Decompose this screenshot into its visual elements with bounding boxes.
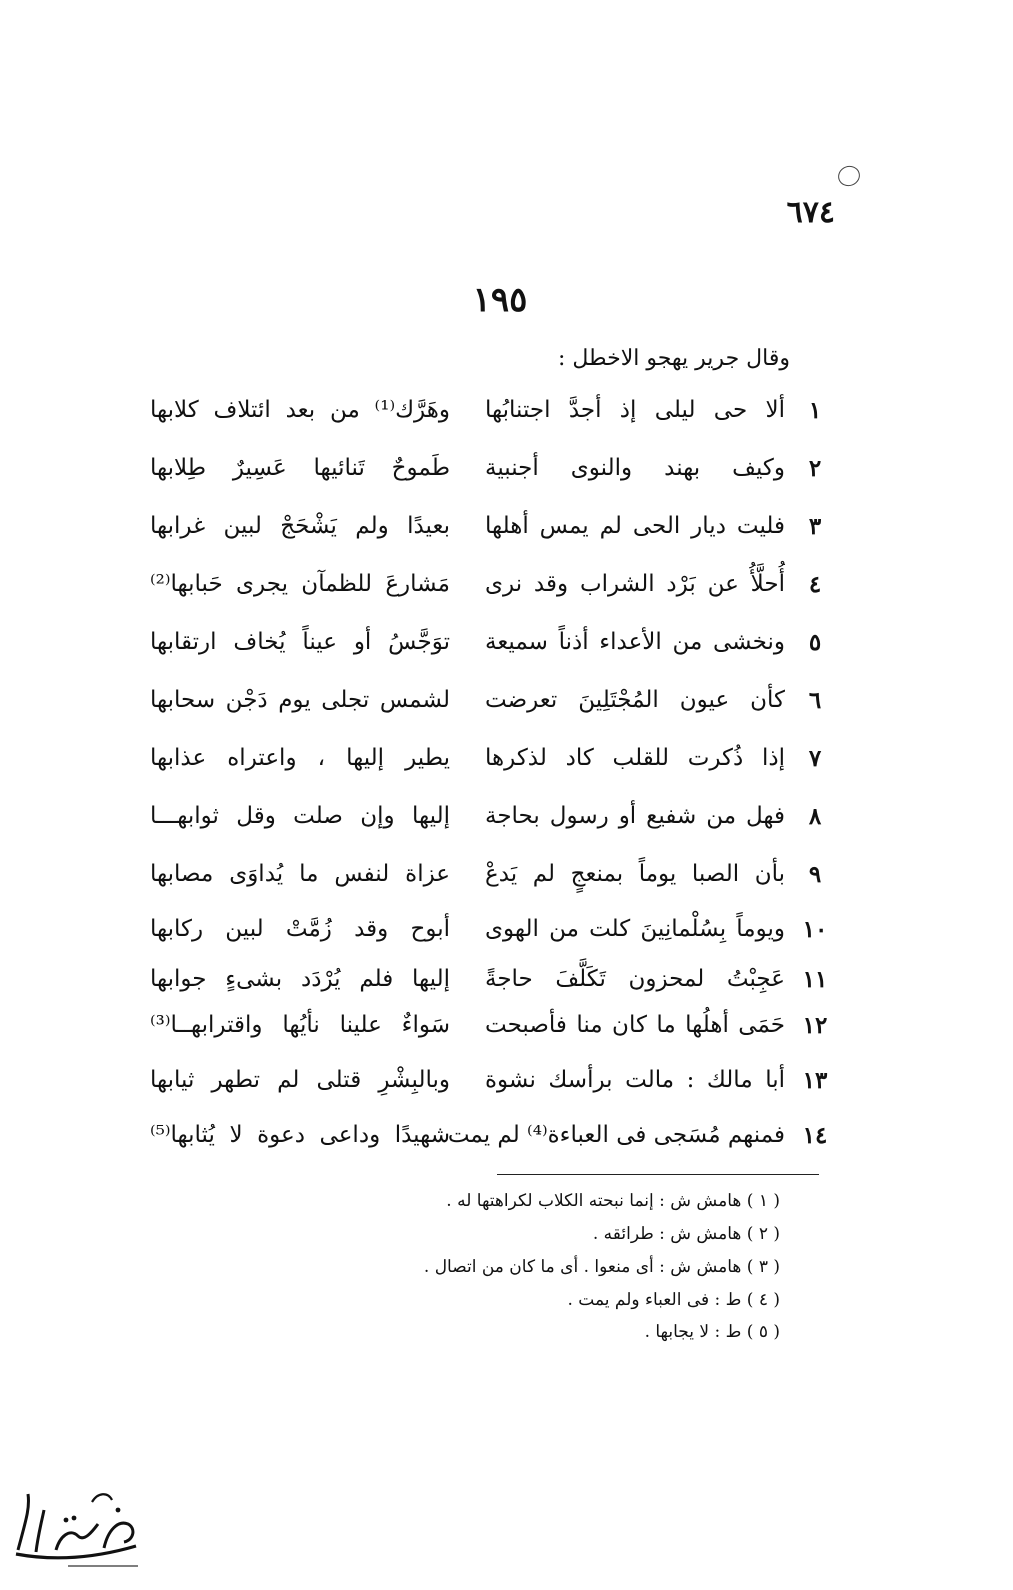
verse-first-hemistich: حَمَى أهلُها ما كان منا فأصبحت <box>485 1012 785 1038</box>
verse-second-hemistich: لشمس تجلى يوم دَجْن سحابها <box>150 687 450 713</box>
footnote: ( ١ ) هامش ش : إنما نبحته الكلاب لكراهتها له . <box>446 1191 780 1211</box>
footnote: ( ٢ ) هامش ش : طرائقه . <box>592 1224 780 1244</box>
verse-number: ١١ <box>802 966 828 993</box>
verse-first-hemistich: ونخشى من الأعداء أذناً سميعة <box>485 629 785 655</box>
calligraphy-logo <box>8 1480 148 1570</box>
verse-number: ١٠ <box>802 916 828 943</box>
verse-number: ٢ <box>808 455 822 482</box>
verse-number: ٦ <box>808 687 822 714</box>
verse-number: ١٣ <box>802 1067 828 1094</box>
footnote: ( ٣ ) هامش ش : أى منعوا . أى ما كان من اتصال . <box>423 1257 780 1277</box>
verse-second-hemistich: وهَرَّك⁽¹⁾ من بعد ائتلاف كلابها <box>150 397 450 423</box>
poem-number: ١٩٥ <box>472 280 528 320</box>
verse-second-hemistich: توَجَّسُ أو عيناً يُخاف ارتقابها <box>150 629 450 655</box>
verse-row <box>150 1067 840 1117</box>
verse-row <box>150 966 840 1016</box>
verse-first-hemistich: ويوماً بِسُلْمانِينَ كلت من الهوى <box>485 916 785 942</box>
verse-row <box>150 1012 840 1062</box>
verse-row <box>150 629 840 679</box>
verse-second-hemistich: طَموحٌ تَنائيها عَسِيرٌ طِلابها <box>150 455 450 481</box>
verse-first-hemistich: كأن عيون المُجْتَلِينَ تعرضت <box>485 687 785 713</box>
verse-second-hemistich: شهيدًا وداعى دعوة لا يُثابها⁽⁵⁾ <box>150 1122 450 1148</box>
verse-number: ٩ <box>808 861 822 888</box>
verse-row <box>150 397 840 447</box>
verse-second-hemistich: يطير إليها ، واعتراه عذابها <box>150 745 450 771</box>
footnote: ( ٤ ) ط : فى العباء ولم يمت . <box>567 1290 780 1310</box>
verse-second-hemistich: إليها وإن صلت وقل ثوابهـــا <box>150 803 450 829</box>
verse-row <box>150 1122 840 1172</box>
verse-first-hemistich: فليت ديار الحى لم يمس أهلها <box>485 513 785 539</box>
verse-row <box>150 745 840 795</box>
verse-second-hemistich: سَواءٌ علينا نأيُها واقترابهــا⁽³⁾ <box>150 1012 450 1038</box>
verse-first-hemistich: بأن الصبا يوماً بمنعجٍ لم يَدعْ <box>485 861 785 887</box>
verse-row <box>150 687 840 737</box>
verse-first-hemistich: إذا ذُكرت للقلب كاد لذكرها <box>485 745 785 771</box>
verse-second-hemistich: إليها فلم يُرْدَد بشىءٍ جوابها <box>150 966 450 992</box>
verse-number: ٨ <box>808 803 822 830</box>
verse-first-hemistich: أُحلَّأُ عن بَرْد الشراب وقد نرى <box>485 571 785 597</box>
verse-number: ٧ <box>808 745 822 772</box>
verse-row <box>150 803 840 853</box>
verse-row <box>150 513 840 563</box>
verse-first-hemistich: وكيف بهند والنوى أجنبية <box>485 455 785 481</box>
poem-introduction: وقال جرير يهجو الاخطل : <box>557 346 790 371</box>
footnote: ( ٥ ) ط : لا يجابها . <box>644 1322 780 1342</box>
verse-number: ٥ <box>808 629 822 656</box>
verse-number: ١٢ <box>802 1012 828 1039</box>
verse-row <box>150 916 840 966</box>
verse-first-hemistich: فهل من شفيع أو رسول بحاجة <box>485 803 785 829</box>
footnote-divider <box>497 1174 819 1175</box>
verse-second-hemistich: عزاة لنفس ما يُداوَى مصابها <box>150 861 450 887</box>
verse-row <box>150 455 840 505</box>
verse-first-hemistich: عَجِبْتُ لمحزون تَكَلَّفَ حاجةً <box>485 966 785 992</box>
verse-row <box>150 861 840 911</box>
verse-first-hemistich: فمنهم مُسَجى فى العباءة⁽⁴⁾ لم يمت <box>447 1122 785 1148</box>
verse-first-hemistich: أبا مالك : مالت برأسك نشوة <box>485 1067 785 1093</box>
verse-second-hemistich: بعيدًا ولم يَشْحَجْ لبين غرابها <box>150 513 450 539</box>
verse-second-hemistich: وبالبِشْرِ قتلى لم تطهر ثيابها <box>150 1067 450 1093</box>
verse-number: ٣ <box>808 513 822 540</box>
verse-second-hemistich: أبوح وقد زُمَّتْ لبين ركابها <box>150 916 450 942</box>
verse-number: ١٤ <box>802 1122 828 1149</box>
verse-second-hemistich: مَشارعَ للظمآن يجرى حَبابها⁽²⁾ <box>150 571 450 597</box>
ink-circle-mark <box>835 163 863 189</box>
verse-number: ١ <box>808 397 822 424</box>
verse-row <box>150 571 840 621</box>
verse-number: ٤ <box>808 571 822 598</box>
verse-first-hemistich: ألا حى ليلى إذ أجدَّ اجتنابُها <box>485 397 785 423</box>
page-number: ٦٧٤ <box>786 195 835 230</box>
